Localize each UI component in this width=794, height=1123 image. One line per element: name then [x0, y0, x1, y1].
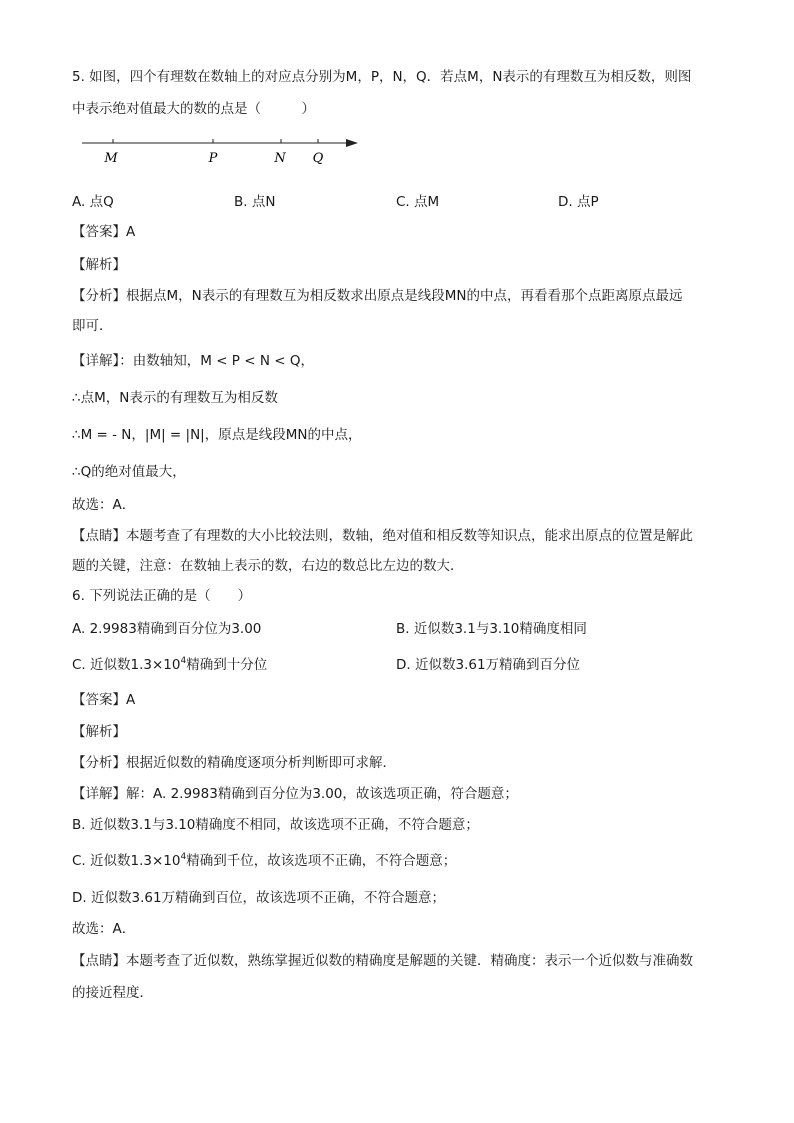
q5-step3: ∴Q的绝对值最大，	[72, 464, 186, 480]
q5-option-b: B. 点N	[234, 194, 276, 210]
axis-label: M	[104, 151, 118, 166]
q6-jiexi: 【解析】	[72, 724, 126, 740]
number-line-figure	[70, 130, 370, 172]
q5-answer: 【答案】A	[72, 224, 136, 240]
q6-option-a: A. 2.9983精确到百分位为3.00	[72, 621, 262, 637]
q5-dianjing-line2: 题的关键，注意：在数轴上表示的数，右边的数总比左边的数大．	[72, 558, 464, 574]
axis-label: N	[274, 151, 286, 166]
axis-label: Q	[312, 151, 324, 166]
q6-dianjing-line2: 的接近程度．	[72, 985, 153, 1001]
q6-answer: 【答案】A	[72, 692, 136, 708]
q5-fenxi-line2: 即可．	[72, 318, 113, 334]
q5-step1: ∴点M，N表示的有理数互为相反数	[72, 390, 278, 406]
q5-select: 故选：A．	[72, 497, 136, 513]
q6-xiangjie: 【详解】解：A. 2.9983精确到百分位为3.00，故该选项正确，符合题意；	[72, 786, 518, 802]
q6-stem: 6. 下列说法正确的是（ ）	[72, 588, 252, 604]
axis-label: P	[208, 151, 218, 166]
q6-fenxi: 【分析】根据近似数的精确度逐项分析判断即可求解．	[72, 755, 396, 771]
q5-stem-line1: 5. 如图，四个有理数在数轴上的对应点分别为M，P，N，Q．若点M，N表示的有理数互为相反数，则图	[72, 69, 692, 85]
q5-dianjing-line1: 【点睛】本题考查了有理数的大小比较法则，数轴，绝对值和相反数等知识点，能求出原点的位置是解此	[72, 528, 693, 544]
q6-step-c: C. 近似数$1.3\times 10^4$精确到千位，故该选项不正确，不符合题意；	[72, 852, 457, 869]
q5-fenxi-line1: 【分析】根据点M，N表示的有理数互为相反数求出原点是线段MN的中点，再看看那个点距离原点最远	[72, 288, 683, 304]
q5-option-d: D. 点P	[558, 194, 599, 210]
q6-dianjing-line1: 【点睛】本题考查了近似数，熟练掌握近似数的精确度是解题的关键．精确度：表示一个近似数与准确数	[72, 953, 693, 969]
q6-option-b: B. 近似数3.1与3.10精确度相同	[396, 621, 587, 637]
q5-jiexi: 【解析】	[72, 257, 126, 273]
q5-stem-line2: 中表示绝对值最大的数的点是（ ）	[72, 101, 315, 117]
q6-step-b: B. 近似数3.1与3.10精确度不相同，故该选项不正确，不符合题意；	[72, 817, 479, 833]
q5-step2: ∴M = - N，|M| = |N|，原点是线段MN的中点，	[72, 427, 362, 443]
q5-option-a: A. 点Q	[72, 194, 114, 210]
arrow-icon	[346, 139, 358, 147]
q5-option-c: C. 点M	[396, 194, 440, 210]
q6-step-d: D. 近似数3.61万精确到百位，故该选项不正确，不符合题意；	[72, 890, 446, 906]
q6-option-c: C. 近似数$1.3\times 10^4$精确到十分位	[72, 656, 268, 673]
q6-select: 故选：A．	[72, 921, 136, 937]
q6-option-d: D. 近似数3.61万精确到百分位	[396, 657, 581, 673]
q5-xiangjie: 【详解】：由数轴知，M < P < N < Q，	[72, 353, 314, 369]
